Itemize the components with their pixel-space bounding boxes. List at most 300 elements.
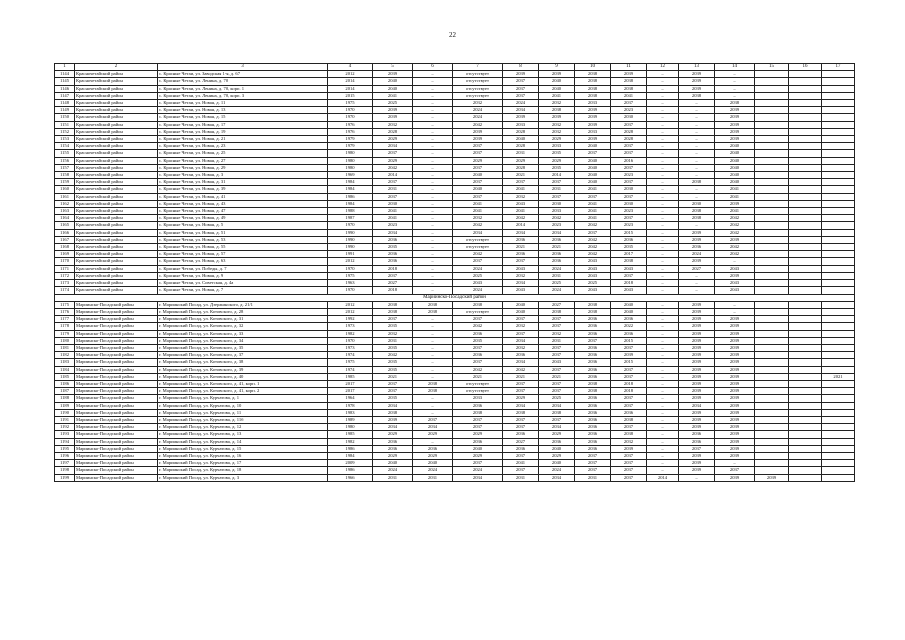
table-row [55, 200, 855, 207]
table-cell: 2033 [539, 143, 575, 150]
table-cell: 2041 [503, 186, 539, 193]
table-cell: 2029 [453, 452, 503, 459]
table-cell: – [413, 337, 453, 344]
table-cell: 2036 [453, 438, 503, 445]
table-cell: – [413, 272, 453, 279]
table-cell [789, 452, 822, 459]
table-cell: – [647, 208, 679, 215]
table-cell: 2035 [373, 244, 413, 251]
table-cell: 2024 [453, 265, 503, 272]
table-cell: 2041 [575, 208, 611, 215]
table-cell: 2015 [611, 359, 647, 366]
table-cell: 2036 [503, 445, 539, 452]
table-cell: Красночетайский район [75, 186, 158, 193]
table-cell: 2043 [503, 287, 539, 294]
table-cell: с. Красные Четаи, ул. Ленина, д. 70, корп. 1 [158, 85, 328, 92]
table-cell: 2037 [611, 474, 647, 481]
table-cell: 2012 [328, 308, 373, 315]
table-cell: г. Мариинский Посад, ул. Котовского, д. 35 [158, 344, 328, 351]
table-cell: – [413, 251, 453, 258]
table-cell: 2034 [539, 402, 575, 409]
table-cell [755, 316, 789, 323]
table-cell [822, 78, 855, 85]
table-cell: – [647, 416, 679, 423]
table-cell: 2039 [715, 316, 755, 323]
table-cell: 2034 [503, 402, 539, 409]
table-cell: 2030 [611, 200, 647, 207]
table-row [55, 416, 855, 423]
table-cell: 2037 [453, 316, 503, 323]
table-cell: 1177 [55, 316, 75, 323]
table-cell: 2021 [822, 373, 855, 380]
table-cell: Красночетайский район [75, 78, 158, 85]
table-cell: 1169 [55, 251, 75, 258]
table-cell: 2037 [373, 193, 413, 200]
table-cell [789, 172, 822, 179]
table-cell: Мариинско-Посадский район [75, 452, 158, 459]
table-cell [789, 114, 822, 121]
table-cell: 2037 [679, 445, 715, 452]
table-cell [789, 164, 822, 171]
table-cell: 2014 [647, 474, 679, 481]
table-cell: – [413, 229, 453, 236]
table-cell: 1973 [328, 323, 373, 330]
table-cell: 2034 [373, 424, 413, 431]
table-row [55, 344, 855, 351]
table-cell: 1185 [55, 373, 75, 380]
table-cell: 2041 [715, 186, 755, 193]
table-cell [755, 416, 789, 423]
table-cell [822, 344, 855, 351]
table-cell: 2012 [328, 71, 373, 78]
table-cell: 2037 [539, 388, 575, 395]
table-cell: – [647, 107, 679, 114]
table-cell: 2033 [503, 121, 539, 128]
table-cell: – [647, 460, 679, 467]
table-cell [822, 337, 855, 344]
table-cell: 2038 [575, 71, 611, 78]
table-cell: – [413, 193, 453, 200]
table-cell [789, 157, 822, 164]
table-body [55, 64, 855, 482]
table-row [55, 244, 855, 251]
table-cell [789, 424, 822, 431]
table-cell: 2023 [611, 208, 647, 215]
table-cell: 2043 [503, 200, 539, 207]
table-cell: Красночетайский район [75, 244, 158, 251]
table-cell [755, 215, 789, 222]
table-cell: 1170 [55, 258, 75, 265]
table-cell [755, 172, 789, 179]
table-cell: Красночетайский район [75, 150, 158, 157]
table-cell: 2040 [575, 143, 611, 150]
table-cell: 2037 [539, 344, 575, 351]
table-cell: 2038 [413, 301, 453, 308]
table-cell: 2040 [453, 186, 503, 193]
table-cell: – [647, 150, 679, 157]
table-cell: 2043 [539, 359, 575, 366]
table-cell: 2024 [539, 287, 575, 294]
table-cell: 2038 [503, 409, 539, 416]
table-cell: 1991 [328, 251, 373, 258]
table-cell: 2037 [453, 460, 503, 467]
table-cell: 2037 [373, 272, 413, 279]
table-cell: 2034 [539, 474, 575, 481]
table-cell: – [647, 100, 679, 107]
table-cell: 2034 [413, 424, 453, 431]
table-cell: 2014 [328, 78, 373, 85]
table-cell [822, 287, 855, 294]
table-cell: – [413, 186, 453, 193]
table-row [55, 143, 855, 150]
table-cell: 2029 [539, 431, 575, 438]
table-cell: 2015 [328, 92, 373, 99]
register-table [54, 63, 855, 482]
table-cell: 2039 [715, 136, 755, 143]
table-cell: 1199 [55, 474, 75, 481]
table-cell: с. Красные Четаи, ул. Новая, д. 23 [158, 143, 328, 150]
table-cell [789, 251, 822, 258]
table-cell: отсутствует [453, 92, 503, 99]
table-cell [755, 380, 789, 387]
table-cell: 2037 [453, 344, 503, 351]
table-cell [822, 380, 855, 387]
table-cell [789, 409, 822, 416]
table-cell: с. Красные Четаи, ул. Новая, д. 7 [158, 287, 328, 294]
table-cell: с. Красные Четаи, ул. Новая, д. 9 [158, 272, 328, 279]
table-cell: 2018 [611, 380, 647, 387]
table-cell [822, 308, 855, 315]
table-cell: с. Красные Четаи, ул. Ленина, д. 70 [158, 78, 328, 85]
column-number-cell: 17 [822, 64, 855, 71]
table-row [55, 308, 855, 315]
table-cell: Красночетайский район [75, 121, 158, 128]
table-cell: г. Мариинский Посад, ул. Котовского, д. 39 [158, 366, 328, 373]
table-cell [822, 92, 855, 99]
table-cell: 2039 [715, 323, 755, 330]
table-cell: Мариинско-Посадский район [75, 467, 158, 474]
table-cell: 2043 [575, 265, 611, 272]
table-cell: 2037 [611, 143, 647, 150]
table-cell [755, 402, 789, 409]
table-cell: 2036 [575, 344, 611, 351]
table-cell: 2040 [453, 445, 503, 452]
table-cell: 2012 [328, 301, 373, 308]
table-cell: г. Мариинский Посад, ул. Курчатова, д. 10 [158, 402, 328, 409]
register-table-container [54, 63, 855, 482]
table-cell: 2030 [611, 114, 647, 121]
table-cell [789, 236, 822, 243]
table-cell: 2043 [575, 272, 611, 279]
table-cell: 2040 [715, 143, 755, 150]
table-cell: 2029 [413, 431, 453, 438]
table-cell: 2039 [679, 424, 715, 431]
table-cell [789, 71, 822, 78]
table-cell: 1970 [328, 114, 373, 121]
table-cell: Мариинско-Посадский район [75, 388, 158, 395]
table-row [55, 323, 855, 330]
table-cell [822, 143, 855, 150]
table-cell: 1196 [55, 452, 75, 459]
table-cell: 1970 [328, 222, 373, 229]
table-cell: 2037 [453, 164, 503, 171]
table-row [55, 100, 855, 107]
table-cell: с. Красные Четаи, ул. Новая, д. 27 [158, 157, 328, 164]
table-cell [822, 150, 855, 157]
table-cell [755, 78, 789, 85]
table-cell: 2040 [503, 301, 539, 308]
table-cell [822, 186, 855, 193]
table-cell: – [679, 474, 715, 481]
table-cell: 2039 [715, 236, 755, 243]
table-cell: – [413, 100, 453, 107]
table-cell: – [647, 200, 679, 207]
table-cell: 2039 [503, 71, 539, 78]
table-cell: 2036 [413, 445, 453, 452]
table-cell: 2028 [611, 128, 647, 135]
table-cell: 2038 [413, 380, 453, 387]
table-row [55, 301, 855, 308]
table-cell: с. Красные Четаи, ул. Ленина, д. 70, корп. 3 [158, 92, 328, 99]
table-cell: 2039 [715, 416, 755, 423]
table-cell: 2038 [575, 78, 611, 85]
table-cell: – [413, 172, 453, 179]
table-cell: – [647, 280, 679, 287]
table-cell: Красночетайский район [75, 229, 158, 236]
table-cell [822, 265, 855, 272]
table-cell: 2042 [453, 251, 503, 258]
table-cell: 2041 [373, 92, 413, 99]
table-cell: 2037 [611, 193, 647, 200]
table-cell: 2018 [611, 280, 647, 287]
table-cell: Мариинско-Посадский район [75, 409, 158, 416]
table-cell: 2034 [503, 280, 539, 287]
table-cell: 2023 [611, 172, 647, 179]
table-cell: – [679, 121, 715, 128]
table-cell: 2041 [503, 208, 539, 215]
column-number-cell: 12 [647, 64, 679, 71]
table-cell [755, 265, 789, 272]
table-cell: 2039 [453, 136, 503, 143]
table-cell [755, 272, 789, 279]
table-cell [755, 179, 789, 186]
table-cell: 2039 [679, 380, 715, 387]
table-cell: 2039 [373, 107, 413, 114]
table-cell: 1148 [55, 100, 75, 107]
table-cell: Красночетайский район [75, 200, 158, 207]
table-cell: 1978 [328, 402, 373, 409]
table-cell [789, 92, 822, 99]
table-cell [789, 272, 822, 279]
table-cell: – [413, 136, 453, 143]
table-row [55, 71, 855, 78]
table-cell: 2034 [503, 337, 539, 344]
table-row [55, 445, 855, 452]
table-cell [755, 258, 789, 265]
table-cell [789, 107, 822, 114]
table-cell: 1970 [328, 287, 373, 294]
column-number-cell: 8 [503, 64, 539, 71]
table-cell: – [413, 287, 453, 294]
table-cell [789, 287, 822, 294]
table-cell: 2032 [503, 323, 539, 330]
table-cell: – [413, 402, 453, 409]
table-cell: 2039 [715, 395, 755, 402]
table-cell: 2037 [503, 179, 539, 186]
table-cell: – [647, 373, 679, 380]
table-cell: 2042 [575, 236, 611, 243]
table-cell: 2037 [539, 380, 575, 387]
table-cell [755, 445, 789, 452]
table-cell: 2039 [715, 402, 755, 409]
table-cell: Мариинско-Посадский район [75, 431, 158, 438]
table-cell: 2038 [575, 92, 611, 99]
table-cell: с. Красные Четаи, ул. Новая, д. 13 [158, 107, 328, 114]
table-cell [822, 236, 855, 243]
table-cell: 1195 [55, 445, 75, 452]
table-cell [789, 186, 822, 193]
table-cell: Мариинско-Посадский район [75, 438, 158, 445]
table-cell: 2036 [373, 236, 413, 243]
table-cell: 2036 [539, 258, 575, 265]
table-cell: 2031 [503, 150, 539, 157]
table-cell [789, 330, 822, 337]
table-cell: 2043 [503, 265, 539, 272]
table-cell: 2039 [679, 337, 715, 344]
table-cell: 2028 [503, 128, 539, 135]
table-cell: 2040 [575, 157, 611, 164]
table-cell: отсутствует [453, 380, 503, 387]
table-cell: 2038 [453, 301, 503, 308]
table-cell [822, 107, 855, 114]
table-cell: с. Красные Четаи, ул. Заводская 1-я, д. 67 [158, 71, 328, 78]
table-cell: 2039 [373, 71, 413, 78]
table-cell: 2036 [575, 316, 611, 323]
table-cell: г. Мариинский Посад, ул. Котовского, д. 40 [158, 373, 328, 380]
table-cell: 2041 [575, 186, 611, 193]
table-cell: 1175 [55, 301, 75, 308]
table-cell: 2037 [453, 193, 503, 200]
table-cell: 1187 [55, 388, 75, 395]
column-number-cell: 1 [55, 64, 75, 71]
table-cell: 2043 [575, 258, 611, 265]
table-cell: 1146 [55, 85, 75, 92]
table-cell: 2036 [503, 352, 539, 359]
column-number-cell: 2 [75, 64, 158, 71]
table-cell: 2040 [373, 460, 413, 467]
table-cell: 2028 [373, 128, 413, 135]
table-cell: 2039 [715, 431, 755, 438]
table-cell: – [679, 164, 715, 171]
table-cell: 1155 [55, 150, 75, 157]
table-cell: 2037 [503, 424, 539, 431]
table-row [55, 366, 855, 373]
table-cell: 1990 [328, 244, 373, 251]
table-cell: 2033 [453, 395, 503, 402]
table-cell: 1159 [55, 179, 75, 186]
table-row [55, 136, 855, 143]
table-cell [789, 352, 822, 359]
table-cell: – [647, 258, 679, 265]
table-cell: – [647, 244, 679, 251]
table-cell: г. Мариинский Посад, ул. Курчатова, д. 11 [158, 409, 328, 416]
table-cell: г. Мариинский Посад, ул. Курчатова, д. 17 [158, 460, 328, 467]
table-cell: 2040 [413, 460, 453, 467]
table-cell: 2037 [503, 388, 539, 395]
table-cell: Красночетайский район [75, 143, 158, 150]
table-cell: 2022 [611, 323, 647, 330]
table-cell [755, 193, 789, 200]
table-row [55, 316, 855, 323]
table-cell: 2037 [453, 258, 503, 265]
table-cell: г. Мариинский Посад, ул. Курчатова, д. 3 [158, 474, 328, 481]
table-cell: 2024 [453, 114, 503, 121]
table-cell: 2037 [611, 366, 647, 373]
table-cell [789, 445, 822, 452]
table-cell [755, 287, 789, 294]
table-cell: г. Мариинский Посад, ул. Котовского, д. 34 [158, 337, 328, 344]
table-cell: отсутствует [453, 85, 503, 92]
table-cell: – [647, 402, 679, 409]
table-cell: Красночетайский район [75, 251, 158, 258]
table-row [55, 78, 855, 85]
table-cell [789, 388, 822, 395]
table-cell: г. Мариинский Посад, ул. Котовского, д. 33 [158, 330, 328, 337]
table-cell: 2036 [373, 438, 413, 445]
table-cell: 2018 [373, 265, 413, 272]
table-cell: 2033 [539, 208, 575, 215]
table-cell: Красночетайский район [75, 172, 158, 179]
table-cell: 2037 [575, 337, 611, 344]
table-cell [822, 467, 855, 474]
table-cell: 2038 [539, 409, 575, 416]
table-cell: 2031 [413, 474, 453, 481]
table-cell [789, 222, 822, 229]
table-cell: г. Мариинский Посад, ул. Курчатова, д. 16 [158, 452, 328, 459]
table-cell: 2039 [715, 424, 755, 431]
table-cell: – [413, 92, 453, 99]
table-cell: 2024 [539, 467, 575, 474]
table-cell [822, 402, 855, 409]
table-cell: – [647, 352, 679, 359]
table-cell: 2037 [539, 193, 575, 200]
table-cell: 2030 [539, 200, 575, 207]
table-cell: 2043 [453, 280, 503, 287]
table-cell: г. Мариинский Посад, ул. Курчатова, д. 18 [158, 467, 328, 474]
table-cell: 2035 [453, 337, 503, 344]
table-cell: – [647, 380, 679, 387]
table-cell: – [647, 452, 679, 459]
table-cell: – [647, 366, 679, 373]
table-cell: 2012 [328, 258, 373, 265]
table-row [55, 107, 855, 114]
table-cell: 2039 [715, 373, 755, 380]
table-cell: 2037 [539, 179, 575, 186]
table-cell: 2040 [715, 157, 755, 164]
table-cell [822, 452, 855, 459]
table-cell: 1173 [55, 280, 75, 287]
table-cell: с. Красные Четаи, ул. Новая, д. 21 [158, 136, 328, 143]
table-cell: 2024 [453, 107, 503, 114]
table-cell: 2034 [503, 359, 539, 366]
table-cell: – [413, 179, 453, 186]
table-cell: – [647, 438, 679, 445]
table-cell: 1197 [55, 460, 75, 467]
table-cell: 2021 [503, 244, 539, 251]
table-cell [822, 445, 855, 452]
table-cell: 1182 [55, 352, 75, 359]
table-cell: – [647, 431, 679, 438]
